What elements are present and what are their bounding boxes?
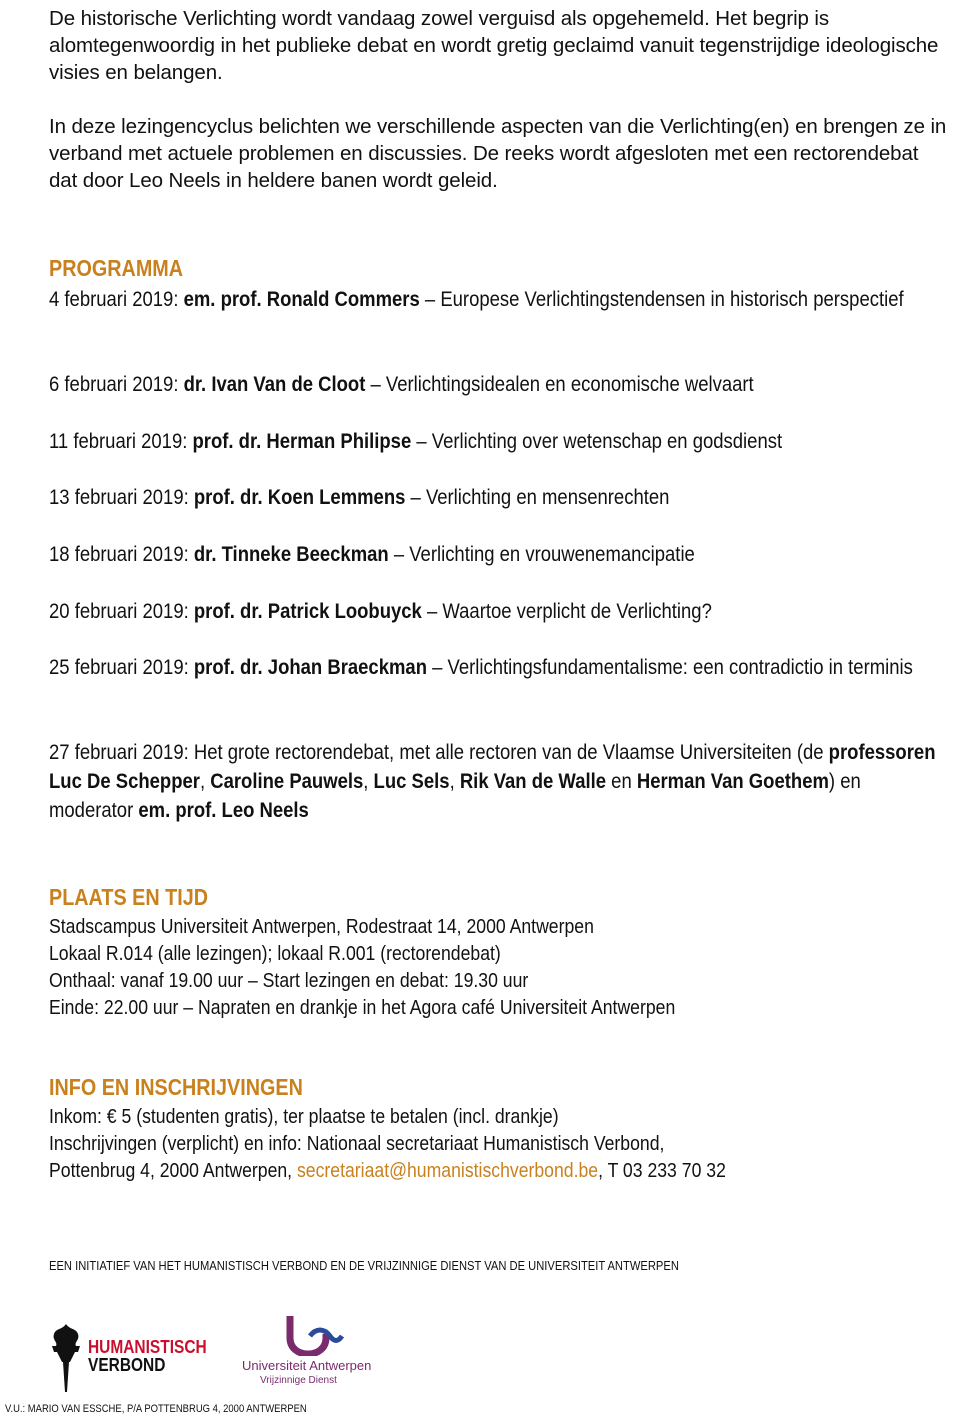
program-speaker: Tinneke Beeckman [221,543,389,566]
debate-speaker: Rik Van de Walle [459,770,607,793]
program-topic: – Europese Verlichtingstendensen in historisch perspectief [419,288,904,311]
intro-paragraph-1: De historische Verlichting wordt vandaag zowel verguisd als opgehemeld. Het begrip is alomtegenwoordig in het publieke debat en wordt gretig geclaimd vanuit tegenstrijdige ideologische visies en belangen. [49,7,939,84]
programma-heading: PROGRAMMA [49,255,184,281]
info-line [49,1157,726,1184]
program-speaker: Johan Braeckman [267,656,428,679]
debate-separator: , [363,770,374,793]
program-item [49,483,938,512]
program-title: prof. dr. [193,486,268,509]
intro-paragraph-2: In deze lezingencyclus belichten we verschillende aspecten van die Verlichting(en) en brengen ze in verband met actuele problemen en discussies. De reeks wordt afgesloten met een rectorendebat dat door Leo Neels in heldere banen wordt geleid. [49,115,947,192]
program-speaker: Ronald Commers [266,288,420,311]
program-debate [49,738,938,825]
logo-line-1: HUMANISTISCH [88,1337,207,1357]
program-title: em. prof. [183,288,267,311]
torch-icon [48,1322,84,1394]
program-speaker: Koen Lemmens [267,486,406,509]
debate-intro: 27 februari 2019: Het grote rectorendebat, met alle rectoren van de Vlaamse Universiteiten (de [49,741,829,764]
ua-name: Universiteit Antwerpen [242,1358,372,1373]
program-item [49,427,938,456]
program-item [49,370,938,399]
debate-separator: , [449,770,460,793]
logo-line-2: VERBOND [88,1355,166,1375]
plaats-heading: PLAATS EN TIJD [49,884,208,910]
program-date: 25 februari 2019: [49,656,194,679]
program-topic: – Verlichting over wetenschap en godsdienst [411,430,783,453]
program-speaker: Herman Philipse [266,430,412,453]
plaats-line: Onthaal: vanaf 19.00 uur – Start lezingen en debat: 19.30 uur [49,969,529,992]
debate-speaker: Herman Van Goethem [636,770,829,793]
program-date: 6 februari 2019: [49,373,184,396]
program-item [49,597,938,626]
debate-speaker: Luc Sels [373,770,450,793]
debate-prof-label: professoren [828,741,936,764]
info-line: Inschrijvingen (verplicht) en info: Nationaal secretariaat Humanistisch Verbond, [49,1132,665,1155]
publisher-note: V.U.: MARIO VAN ESSCHE, P/A POTTENBRUG 4, 2000 ANTWERPEN [5,1403,307,1415]
program-item [49,653,938,682]
info-line: Inkom: € 5 (studenten gratis), ter plaatse te betalen (incl. drankje) [49,1105,559,1128]
plaats-line: Lokaal R.014 (alle lezingen); lokaal R.001 (rectorendebat) [49,942,501,965]
debate-speaker: Caroline Pauwels [210,770,364,793]
email-link[interactable]: secretariaat@humanistischverbond.be [296,1159,599,1182]
program-title: dr. [183,373,212,396]
program-topic: – Verlichting en vrouwenemancipatie [388,543,695,566]
ua-subtitle: Vrijzinnige Dienst [260,1375,337,1386]
program-title: prof. dr. [193,656,268,679]
ua-emblem-icon [280,1314,350,1356]
plaats-line: Einde: 22.00 uur – Napraten en drankje in het Agora café Universiteit Antwerpen [49,996,676,1019]
program-title: prof. dr. [193,600,268,623]
program-topic: – Waartoe verplicht de Verlichting? [421,600,712,623]
program-title: dr. [193,543,222,566]
program-speaker: Ivan Van de Cloot [211,373,366,396]
debate-separator: , [199,770,211,793]
debate-separator: en [606,770,637,793]
program-date: 4 februari 2019: [49,288,184,311]
humanistisch-verbond-logo [48,1322,228,1394]
debate-speaker: Luc De Schepper [49,770,200,793]
phone-text: , T 03 233 70 32 [598,1159,726,1182]
universiteit-antwerpen-logo [240,1314,380,1394]
program-item [49,540,938,569]
debate-mid: ) en moderator [49,770,861,822]
program-date: 20 februari 2019: [49,600,194,623]
initiative-note: EEN INITIATIEF VAN HET HUMANISTISCH VERBOND EN DE VRIJZINNIGE DIENST VAN DE UNIVERSITEIT ANTWERPEN [49,1258,679,1273]
program-date: 11 februari 2019: [49,430,193,453]
program-title: prof. dr. [192,430,267,453]
program-date: 18 februari 2019: [49,543,194,566]
address-text: Pottenbrug 4, 2000 Antwerpen, [49,1159,297,1182]
program-topic: – Verlichting en mensenrechten [405,486,670,509]
plaats-line: Stadscampus Universiteit Antwerpen, Rodestraat 14, 2000 Antwerpen [49,915,594,938]
program-topic: – Verlichtingsidealen en economische welvaart [365,373,754,396]
debate-moderator: em. prof. Leo Neels [138,799,309,822]
program-date: 13 februari 2019: [49,486,194,509]
program-speaker: Patrick Loobuyck [267,600,422,623]
program-item [49,285,938,314]
info-heading: INFO EN INSCHRIJVINGEN [49,1074,303,1100]
program-topic: – Verlichtingsfundamentalisme: een contradictio in terminis [427,656,913,679]
